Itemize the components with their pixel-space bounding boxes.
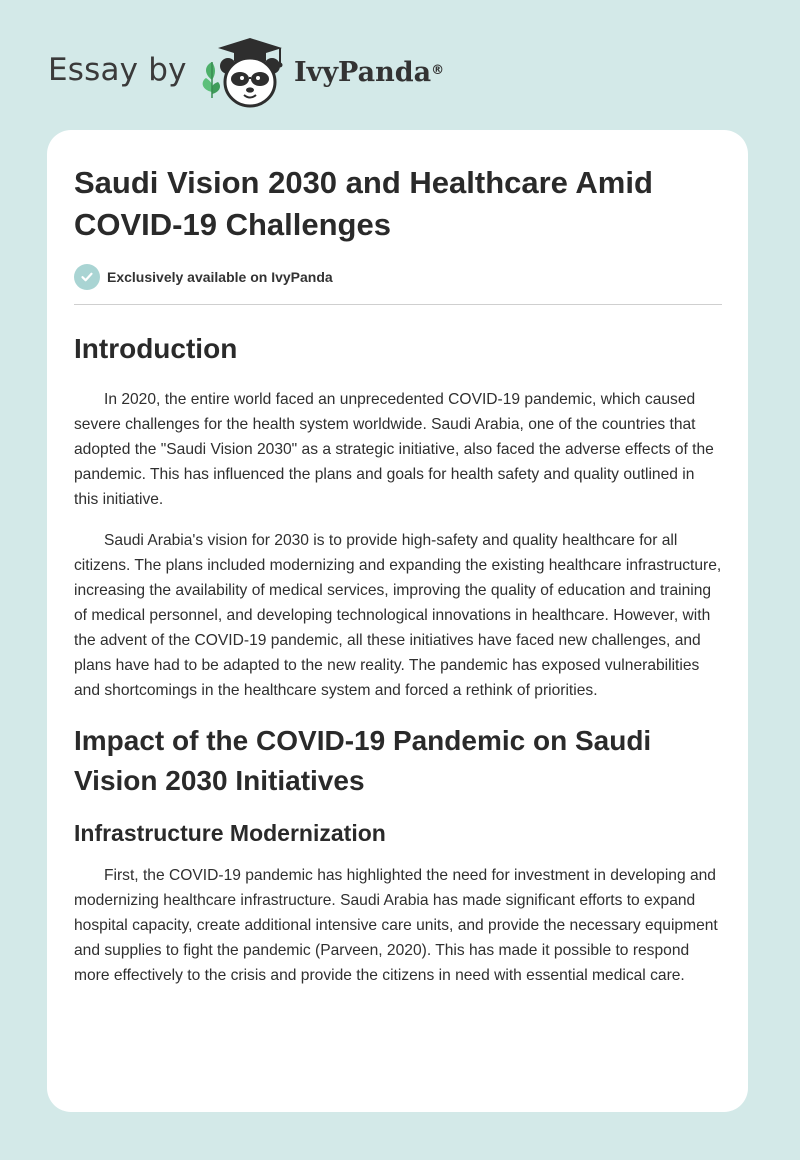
subsection-heading-infrastructure: Infrastructure Modernization: [74, 820, 386, 846]
paragraph: In 2020, the entire world faced an unprecedented COVID-19 pandemic, which caused severe challenges for the health system worldwide. Saudi Arabia, one of the countries that adopted the "Saudi Vision 2030" as a strategic initiative, also faced the adverse effects of the pandemic. This has influenced the plans and goals for health safety and quality outlined in this initiative.: [74, 391, 714, 508]
section-heading-impact: Impact of the COVID-19 Pandemic on Saudi Vision 2030 Initiatives: [74, 725, 652, 796]
registered-mark: ®: [431, 63, 445, 78]
exclusive-badge: [74, 264, 722, 290]
essay-title: Saudi Vision 2030 and Healthcare Amid COVID-19 Challenges: [74, 165, 653, 242]
essay-content: [74, 162, 722, 988]
section-heading-introduction: Introduction: [74, 333, 238, 364]
check-circle-icon: [74, 264, 100, 290]
brand-name[interactable]: [294, 53, 444, 93]
site-header: [0, 0, 800, 130]
divider: [74, 304, 722, 305]
brand-text: IvyPanda: [294, 57, 432, 88]
essay-by-label: Essay by: [48, 52, 187, 88]
paragraph: First, the COVID-19 pandemic has highlighted the need for investment in developing and modernizing healthcare infrastructure. Saudi Arabia has made significant efforts to expand hospital capacity, create additional intensive care units, and provide the necessary equipment and supplies to fight the pandemic (Parveen, 2020). This has made it possible to respond more effectively to the crisis and provide the citizens in need with essential medical care.: [74, 867, 718, 984]
exclusive-label: Exclusively available on IvyPanda: [107, 269, 333, 285]
essay-card: [47, 130, 748, 1112]
leaf-icon: [203, 62, 220, 98]
panda-graduate-logo-icon[interactable]: [198, 34, 294, 110]
paragraph: Saudi Arabia's vision for 2030 is to provide high-safety and quality healthcare for all citizens. The plans included modernizing and expanding the existing healthcare infrastructure, increasing the availability of medical services, improving the quality of education and training of medical personnel, and developing technological innovations in healthcare. However, with the advent of the COVID-19 pandemic, all these initiatives have faced new challenges, and plans have had to be adapted to the new reality. The pandemic has exposed vulnerabilities and shortcomings in the healthcare system and forced a rethink of priorities.: [74, 532, 722, 699]
